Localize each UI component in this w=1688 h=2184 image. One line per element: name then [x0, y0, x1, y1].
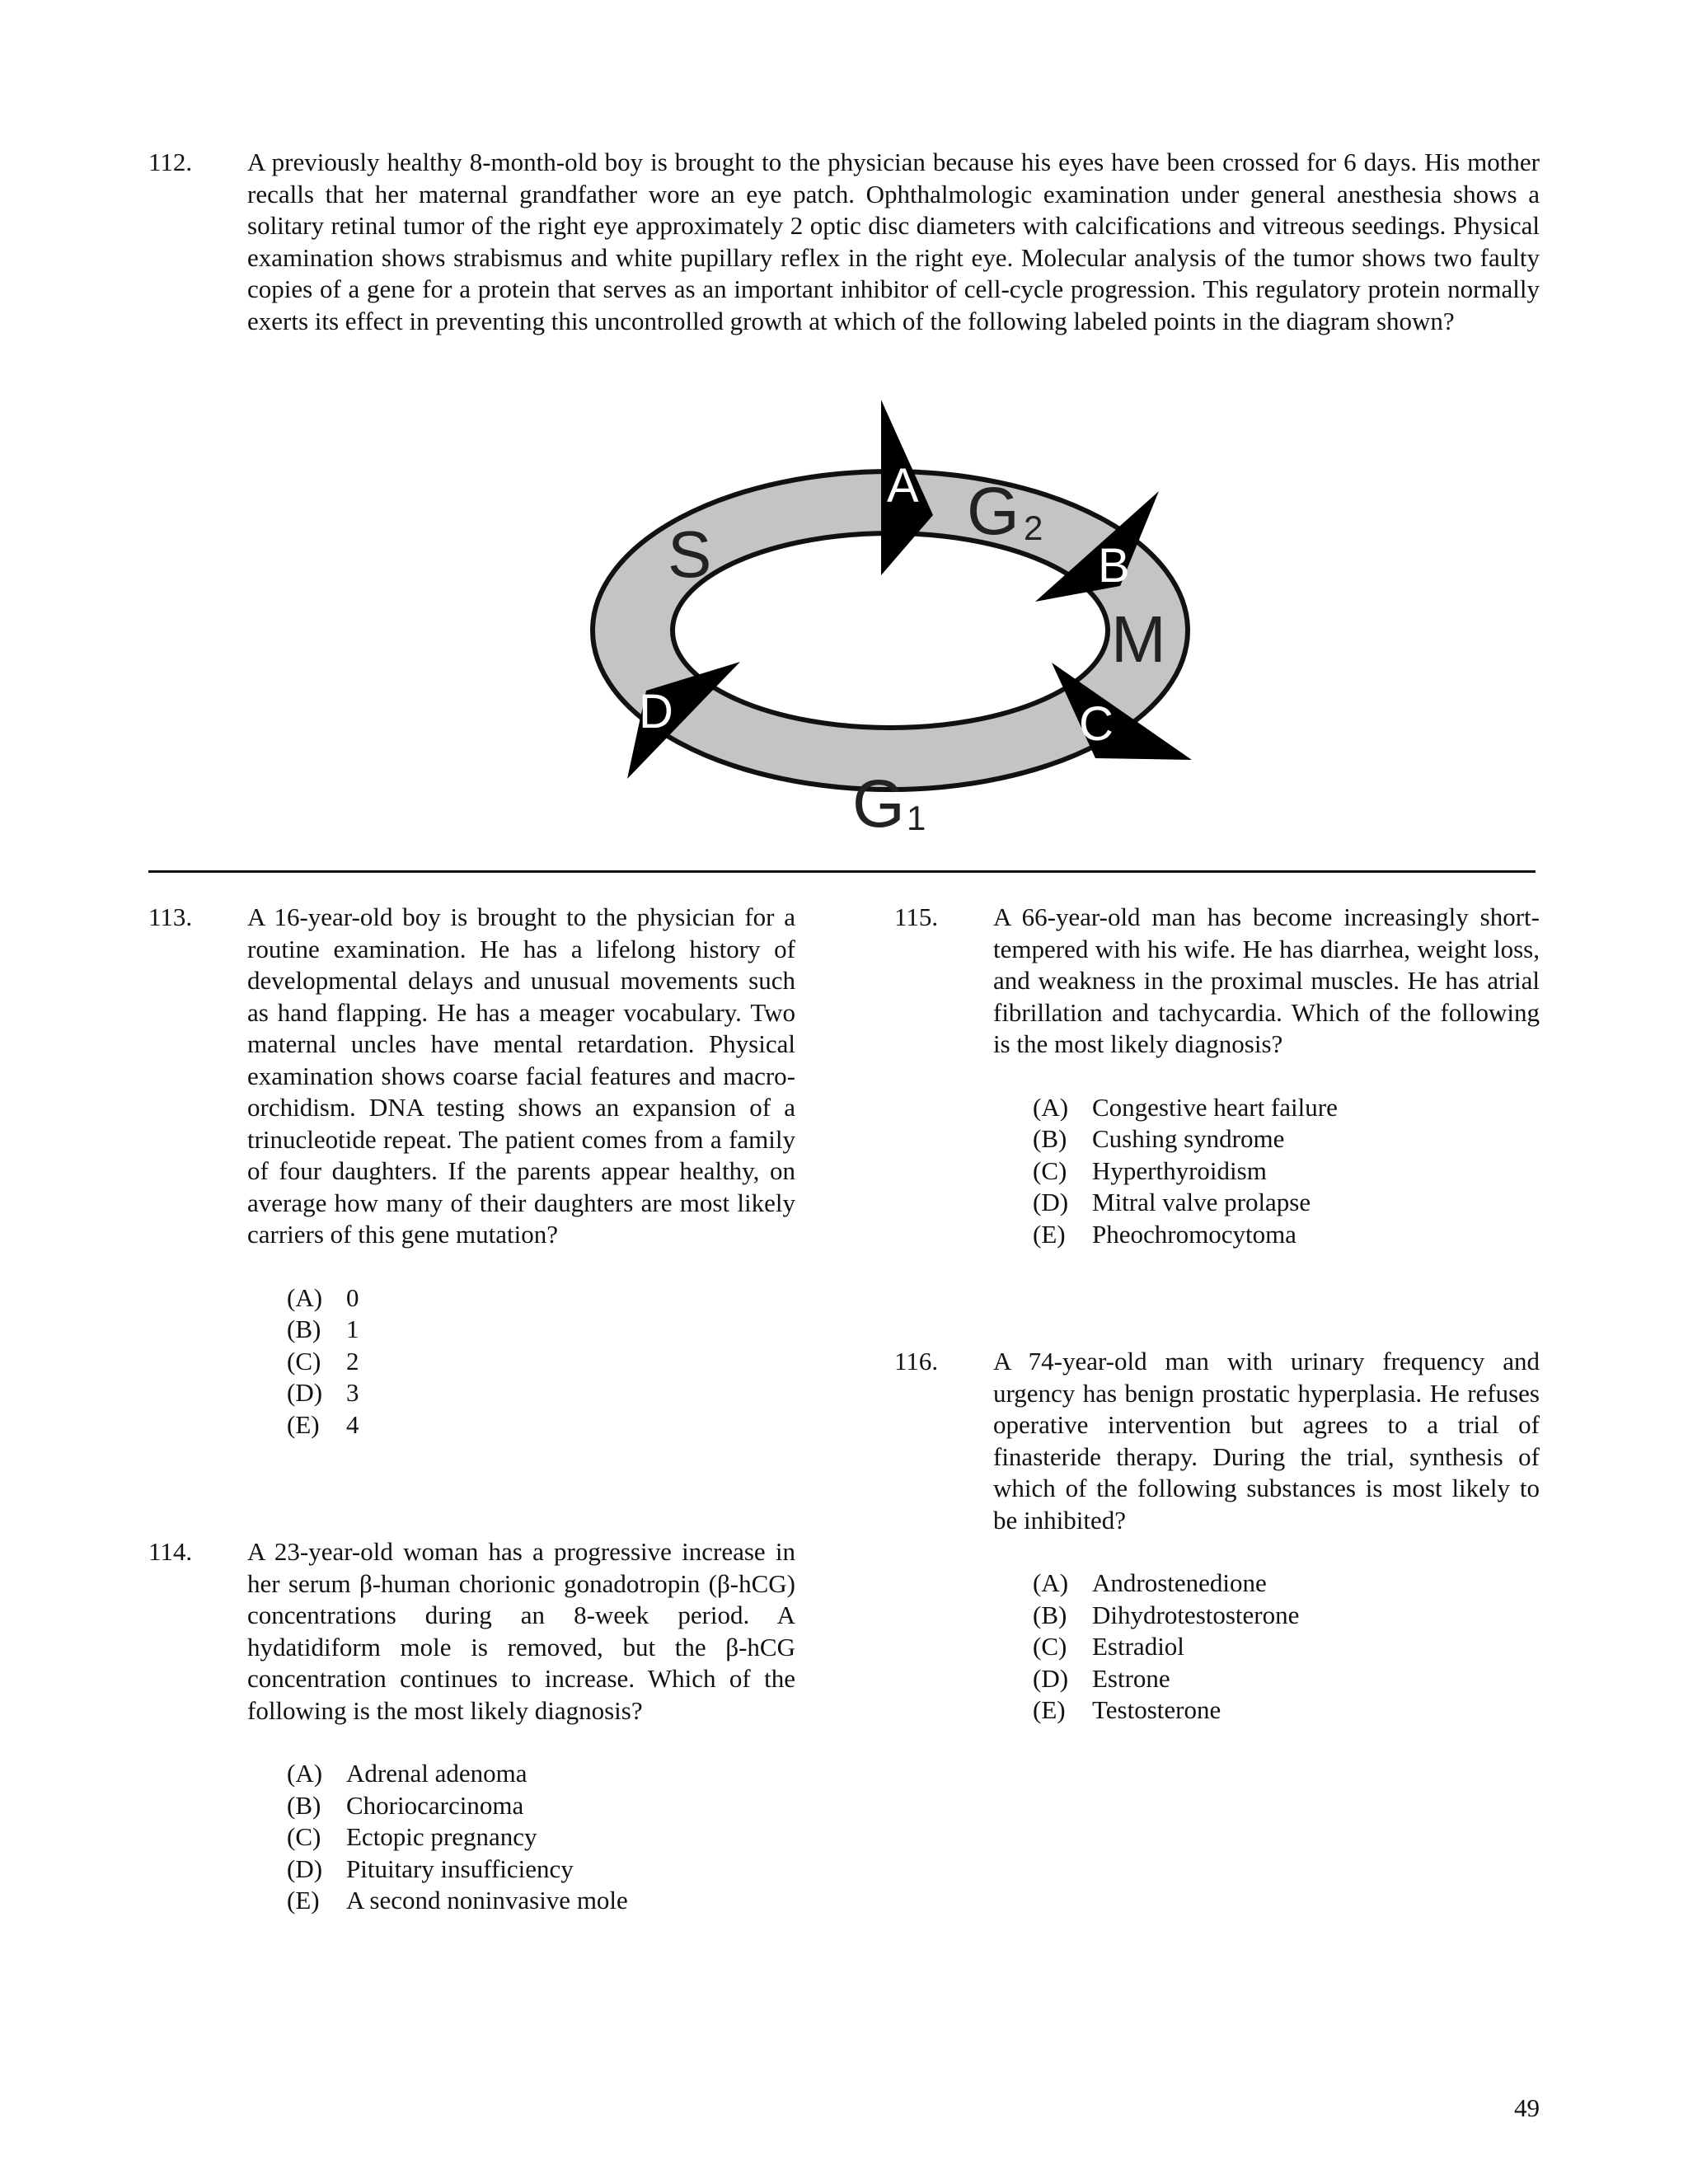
question-113: [148, 902, 795, 1441]
option-text: 3: [346, 1378, 359, 1407]
question-number: 113.: [148, 902, 193, 931]
option-letter: (E): [1033, 1219, 1066, 1249]
cell-cycle-diagram: [587, 400, 1197, 845]
answer-options: [287, 1282, 795, 1441]
question-114: [148, 1536, 795, 1917]
option-text: A second noninvasive mole: [346, 1886, 628, 1915]
question-stem: A 74-year-old man with urinary frequency and urgency has benign prostatic hyperplasia. He refuses operative intervention but agrees to a trial of finasteride therapy. During the trial, synthesis of which of the following substances is most likely to be inhibited?: [993, 1347, 1540, 1535]
answer-options: [1033, 1568, 1540, 1727]
option-text: 1: [346, 1315, 359, 1343]
question-stem: A 16-year-old boy is brought to the physician for a routine examination. He has a lifelong history of developmental delays and unusual movements such as hand flapping. He has a meager vocabulary. Two maternal uncles have mental retardation. Physical examination shows coarse facial features and macro-orchidism. DNA testing shows an expansion of a trinucleotide repeat. The patient comes from a family of four daughters. If the parents appear healthy, on average how many of their daughters are most likely carriers of this gene mutation?: [247, 902, 795, 1249]
answer-option[interactable]: [287, 1377, 795, 1409]
answer-options: [287, 1758, 795, 1917]
option-letter: (D): [1033, 1188, 1069, 1216]
answer-option[interactable]: [287, 1854, 795, 1886]
phase-label-g2-subscript: 2: [1024, 509, 1043, 547]
option-letter: (D): [287, 1378, 323, 1407]
option-text: Estradiol: [1092, 1632, 1184, 1661]
answer-option[interactable]: [1033, 1568, 1540, 1600]
answer-option[interactable]: [287, 1282, 795, 1315]
question-112: [148, 147, 1540, 337]
answer-option[interactable]: [287, 1885, 795, 1917]
question-stem: A previously healthy 8-month-old boy is brought to the physician because his eyes have been crossed for 6 days. His mother recalls that her maternal grandfather wore an eye patch. Ophthalmologic examination under general anesthesia shows a solitary retinal tumor of the right eye approximately 2 optic disc diameters with calcifications and vitreous seedings. Physical examination shows strabismus and white pupillary reflex in the right eye. Molecular analysis of the tumor shows two faulty copies of a gene for a protein that serves as an important inhibitor of cell-cycle progression. This regulatory protein normally exerts its effect in preventing this uncontrolled growth at which of the following labeled points in the diagram shown?: [247, 148, 1540, 335]
option-text: Testosterone: [1092, 1695, 1221, 1724]
point-label-c: C: [1079, 697, 1114, 751]
answer-options: [1033, 1092, 1540, 1251]
option-text: Hyperthyroidism: [1092, 1155, 1267, 1185]
question-number: 115.: [894, 902, 939, 931]
answer-option[interactable]: [1033, 1663, 1540, 1695]
option-text: 4: [346, 1409, 359, 1439]
question-116: [894, 1346, 1540, 1727]
answer-option[interactable]: [287, 1758, 795, 1790]
page-number: 49: [1514, 2093, 1540, 2122]
question-number: 114.: [148, 1537, 193, 1566]
phase-label-s: S: [668, 518, 712, 591]
point-label-b: B: [1098, 539, 1130, 593]
answer-option[interactable]: [1033, 1187, 1540, 1219]
option-text: Estrone: [1092, 1663, 1170, 1693]
point-label-a: A: [887, 459, 919, 513]
option-letter: (D): [287, 1854, 323, 1883]
answer-option[interactable]: [287, 1314, 795, 1346]
option-text: Congestive heart failure: [1092, 1092, 1338, 1122]
question-stem: A 23-year-old woman has a progressive increase in her serum β-human chorionic gonadotropin (β-hCG) concentrations during an 8-week period. A hydatidiform mole is removed, but the β-hCG concentration continues to increase. Which of the following is the most likely diagnosis?: [247, 1537, 795, 1725]
option-letter: (B): [1033, 1124, 1067, 1153]
section-divider: [148, 870, 1536, 873]
option-letter: (A): [287, 1759, 323, 1788]
option-letter: (E): [287, 1409, 320, 1439]
option-letter: (B): [287, 1315, 321, 1343]
option-letter: (E): [287, 1886, 320, 1915]
phase-label-g2: G: [967, 474, 1020, 549]
answer-option[interactable]: [1033, 1123, 1540, 1155]
option-letter: (E): [1033, 1695, 1066, 1724]
answer-option[interactable]: [1033, 1092, 1540, 1124]
option-text: Ectopic pregnancy: [346, 1822, 537, 1851]
option-letter: (A): [1033, 1092, 1069, 1122]
option-letter: (C): [287, 1346, 321, 1376]
answer-option[interactable]: [287, 1346, 795, 1378]
answer-option[interactable]: [1033, 1600, 1540, 1632]
point-label-d: D: [639, 685, 673, 738]
option-text: 2: [346, 1346, 359, 1376]
option-letter: (B): [287, 1790, 321, 1820]
answer-option[interactable]: [287, 1790, 795, 1822]
option-letter: (A): [1033, 1568, 1069, 1597]
option-text: Dihydrotestosterone: [1092, 1600, 1300, 1629]
answer-option[interactable]: [1033, 1631, 1540, 1663]
option-letter: (D): [1033, 1663, 1069, 1693]
phase-label-m: M: [1111, 602, 1166, 676]
question-stem: A 66-year-old man has become increasingly short-tempered with his wife. He has diarrhea, weight loss, and weakness in the proximal muscles. He has atrial fibrillation and tachycardia. Which of the following is the most likely diagnosis?: [993, 902, 1540, 1058]
option-text: Adrenal adenoma: [346, 1759, 528, 1788]
option-text: Pituitary insufficiency: [346, 1854, 574, 1883]
option-text: Pheochromocytoma: [1092, 1219, 1296, 1249]
option-letter: (A): [287, 1282, 323, 1312]
option-text: Cushing syndrome: [1092, 1124, 1285, 1153]
option-letter: (B): [1033, 1600, 1067, 1629]
option-letter: (C): [1033, 1632, 1067, 1661]
answer-option[interactable]: [287, 1821, 795, 1854]
answer-option[interactable]: [287, 1409, 795, 1441]
question-115: [894, 902, 1540, 1250]
option-letter: (C): [1033, 1155, 1067, 1185]
option-text: 0: [346, 1282, 359, 1312]
answer-option[interactable]: [1033, 1155, 1540, 1188]
answer-option[interactable]: [1033, 1219, 1540, 1251]
option-text: Mitral valve prolapse: [1092, 1188, 1311, 1216]
question-number: 112.: [148, 148, 193, 176]
option-text: Androstenedione: [1092, 1568, 1267, 1597]
answer-option[interactable]: [1033, 1694, 1540, 1727]
option-text: Choriocarcinoma: [346, 1790, 524, 1820]
option-letter: (C): [287, 1822, 321, 1851]
phase-label-g1-subscript: 1: [907, 799, 926, 837]
phase-label-g1: G: [852, 766, 905, 841]
question-number: 116.: [894, 1347, 939, 1376]
